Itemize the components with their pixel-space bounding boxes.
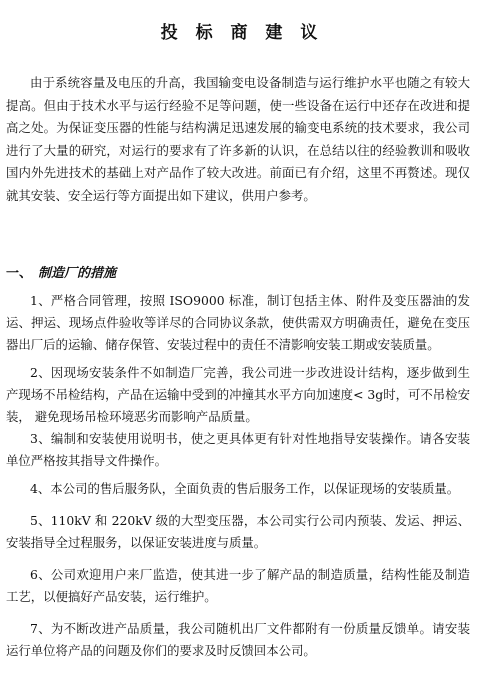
intro-paragraph: 由于系统容量及电压的升高，我国输变电设备制造与运行维护水平也随之有较大提高。但由于技术水平与运行经验不足等问题，使一些设备在运行中还存在改进和提高之处。为保证变压器的性能与结构满足迅速发展的输变电系统的技术要求，我公司进行了大量的研究，对运行的要求有了许多新的认识，在总结以往的经验教训和吸收国内外先进技术的基础上对产品作了较大改进。前面已有介绍，这里不再赘述。现仅就其安装、安全运行等方面提出如下建议，供用户参考。 <box>6 75 470 203</box>
list-item: 5、110kV 和 220kV 级的大型变压器，本公司实行公司内预装、发运、押运、安装指导全过程服务，以保证安装进度与质量。 <box>6 513 470 551</box>
section-heading <box>6 262 116 281</box>
list-item: 7、为不断改进产品质量，我公司随机出厂文件都附有一份质量反馈单。请安装运行单位将产品的问题及你们的要求及时反馈回本公司。 <box>6 621 470 659</box>
document-title: 投 标 商 建 议 <box>160 23 324 43</box>
list-item: 2、因现场安装条件不如制造厂完善，我公司进一步改进设计结构，逐步做到生产现场不吊检结构，产品在运输中受到的冲撞其水平方向加速度< 3g时，可不吊检安装， 避免现场吊检环境恶劣而影响产品质量。 <box>6 365 470 425</box>
section-number: 一、 <box>6 266 33 281</box>
section-title: 制造厂的措施 <box>38 266 117 281</box>
list-item: 1、严格合同管理，按照 ISO9000 标准，制订包括主体、附件及变压器油的发运、押运、现场点件验收等详尽的合同协议条款，使供需双方明确责任，避免在变压器出厂后的运输、储存保管、安装过程中的责任不清影响安装工期或安装质量。 <box>6 293 470 353</box>
list-item: 3、编制和安装使用说明书，使之更具体更有针对性地指导安装操作。请各安装单位严格按其指导文件操作。 <box>6 431 470 469</box>
list-item: 4、本公司的售后服务队，全面负责的售后服务工作，以保证现场的安装质量。 <box>30 481 460 496</box>
list-item: 6、公司欢迎用户来厂监造，使其进一步了解产品的制造质量，结构性能及制造工艺，以便搞好产品安装，运行维护。 <box>6 567 470 605</box>
